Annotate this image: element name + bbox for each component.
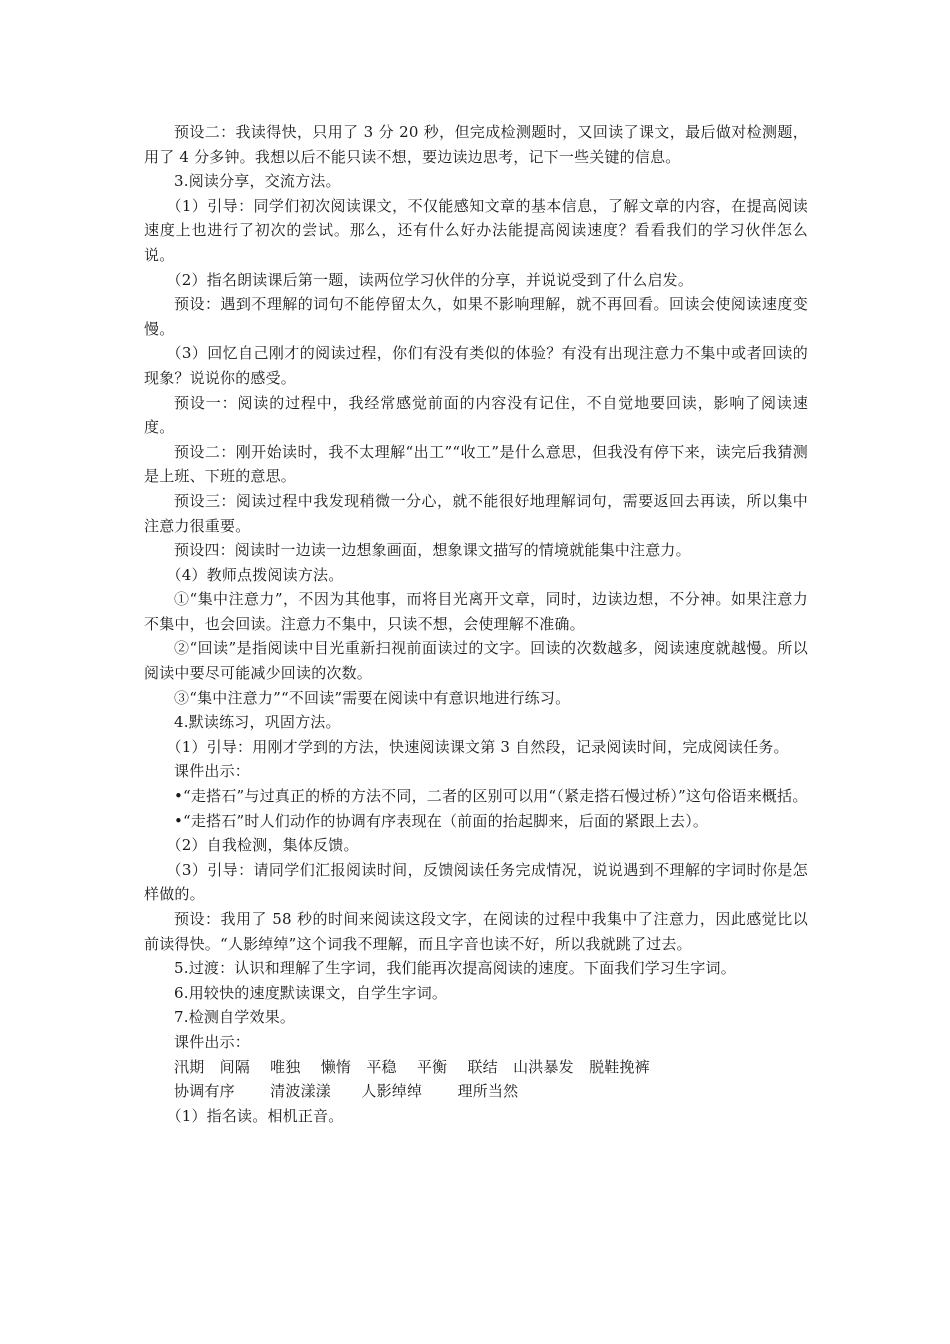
paragraph: ①“集中注意力”，不因为其他事，而将目光离开文章，同时，边读边想，不分神。如果注意力不集中，也会回读。注意力不集中，只读不想，会使理解不准确。	[144, 590, 808, 633]
bullet-item: •“走搭石”与过真正的桥的方法不同，二者的区别可以用“（紧走搭石慢过桥）”这句俗语来概括。	[174, 787, 808, 806]
paragraph: 预设四：阅读时一边读一边想象画面，想象课文描写的情境就能集中注意力。	[174, 541, 691, 560]
paragraph: （1）指名读。相机正音。	[166, 1106, 344, 1125]
section-heading: 7.检测自学效果。	[174, 1008, 296, 1027]
paragraph: 预设：遇到不理解的词句不能停留太久，如果不影响理解，就不再回看。回读会使阅读速度变慢。	[144, 295, 808, 338]
paragraph: 预设二：刚开始读时，我不太理解“出工”“收工”是什么意思，但我没有停下来，读完后我猜测是上班、下班的意思。	[144, 442, 808, 486]
vocab-row: 协调有序 清波漾漾 人影绰绰 理所当然	[174, 1082, 519, 1101]
paragraph: （3）引导：请同学们汇报阅读时间，反馈阅读任务完成情况，说说遇到不理解的字词时你是怎样做的。	[144, 860, 808, 904]
vocab-row: 汛期 间隔 唯独 懒惰 平稳 平衡 联结 山洪暴发 脱鞋挽裤	[174, 1057, 650, 1076]
paragraph: 预设二：我读得快，只用了 3 分 20 秒，但完成检测题时，又回读了课文，最后做对检测题，用了 4 分多钟。我想以后不能只读不想，要边读边思考，记下一些关键的信息。	[144, 123, 808, 166]
paragraph: （1）引导：同学们初次阅读课文，不仅能感知文章的基本信息，了解文章的内容，在提高阅读速度上也进行了初次的尝试。那么，还有什么好办法能提高阅读速度？看看我们的学习伙伴怎么说。	[144, 196, 808, 264]
paragraph: ③“集中注意力”“不回读”需要在阅读中有意识地进行练习。	[174, 688, 571, 707]
paragraph: （2）自我检测，集体反馈。	[166, 836, 359, 855]
paragraph: 预设：我用了 58 秒的时间来阅读这段文字，在阅读的过程中我集中了注意力，因此感觉比以前读得快。“人影绰绰”这个词我不理解，而且字音也读不好，所以我就跳了过去。	[144, 910, 808, 953]
paragraph: （3）回忆自己刚才的阅读过程，你们有没有类似的体验？有没有出现注意力不集中或者回读的现象？说说你的感受。	[144, 344, 808, 387]
paragraph: （4）教师点拨阅读方法。	[166, 565, 344, 584]
section-heading: 3.阅读分享，交流方法。	[174, 172, 341, 191]
bullet-item: •“走搭石”时人们动作的协调有序表现在（前面的抬起脚来，后面的紧跟上去）。	[174, 811, 709, 830]
paragraph: 预设一：阅读的过程中，我经常感觉前面的内容没有记住，不自觉地要回读，影响了阅读速度。	[144, 393, 808, 437]
paragraph: 预设三：阅读过程中我发现稍微一分心，就不能很好地理解词句，需要返回去再读，所以集中注意力很重要。	[144, 491, 808, 535]
paragraph: （2）指名朗读课后第一题，读两位学习伙伴的分享，并说说受到了什么启发。	[166, 270, 694, 289]
document-body	[144, 120, 808, 1128]
section-heading: 5.过渡：认识和理解了生字词，我们能再次提高阅读的速度。下面我们学习生字词。	[174, 959, 736, 978]
paragraph: ②“回读”是指阅读中目光重新扫视前面读过的文字。回读的次数越多，阅读速度就越慢。所以阅读中要尽可能减少回读的次数。	[144, 639, 808, 683]
paragraph: 课件出示：	[174, 762, 251, 781]
section-heading: 4.默读练习，巩固方法。	[174, 713, 341, 732]
paragraph: 课件出示：	[174, 1032, 251, 1051]
section-heading: 6.用较快的速度默读课文，自学生字词。	[174, 983, 448, 1002]
paragraph: （1）引导：用刚才学到的方法，快速阅读课文第 3 自然段，记录阅读时间，完成阅读任务。	[166, 737, 789, 756]
